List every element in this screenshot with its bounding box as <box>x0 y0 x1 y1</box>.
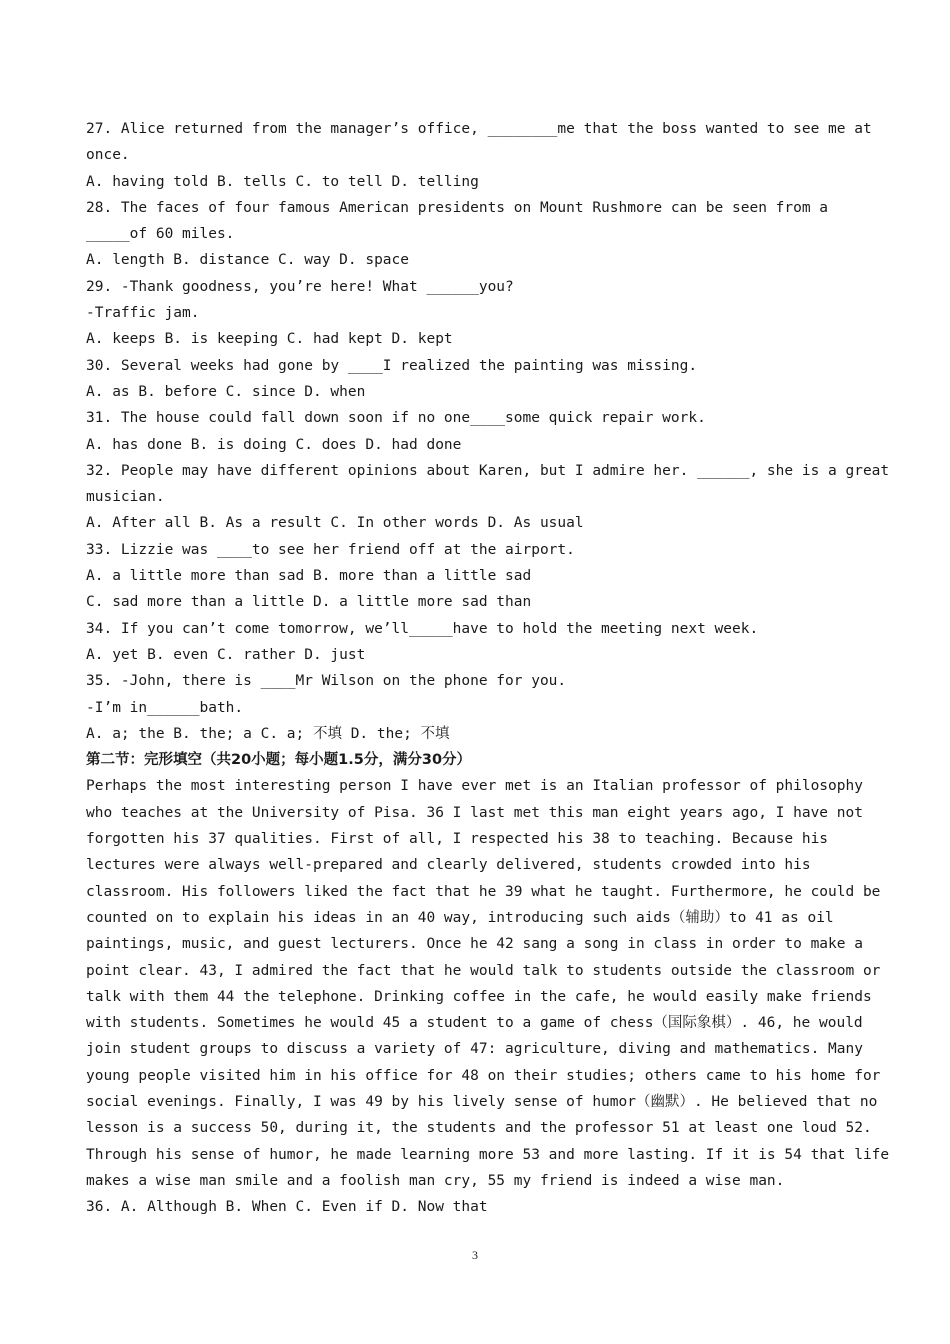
question-29-line-2: -Traffic jam. <box>86 305 200 322</box>
question-34-options: A. yet B. even C. rather D. just <box>86 646 366 663</box>
question-33: 33. Lizzie was ____to see her friend off at the airport. <box>86 541 575 558</box>
passage-line: lectures were always well-prepared and clearly delivered, students crowded into his <box>86 857 811 874</box>
page-content <box>86 116 890 1220</box>
question-32-line-2: musician. <box>86 489 165 506</box>
question-29-options: A. keeps B. is keeping C. had kept D. kept <box>86 331 453 348</box>
section-heading: 第二节：完形填空（共20小题；每小题1.5分，满分30分） <box>86 752 472 769</box>
question-30-options: A. as B. before C. since D. when <box>86 383 366 400</box>
question-33-options-ab: A. a little more than sad B. more than a little sad <box>86 568 532 585</box>
question-27-options: A. having told B. tells C. to tell D. telling <box>86 173 479 190</box>
question-32-options: A. After all B. As a result C. In other words D. As usual <box>86 515 584 532</box>
question-31-options: A. has done B. is doing C. does D. had done <box>86 436 462 453</box>
passage-line: Through his sense of humor, he made learning more 53 and more lasting. If it is 54 that life <box>86 1146 890 1163</box>
passage-line: join student groups to discuss a variety of 47: agriculture, diving and mathematics. Many <box>86 1041 863 1058</box>
question-33-options-cd: C. sad more than a little D. a little more sad than <box>86 594 532 611</box>
question-30: 30. Several weeks had gone by ____I realized the painting was missing. <box>86 357 698 374</box>
passage-line: young people visited him in his office for 48 on their studies; others came to his home for <box>86 1067 881 1084</box>
passage-line: makes a wise man smile and a foolish man cry, 55 my friend is indeed a wise man. <box>86 1172 785 1189</box>
question-35-line-2: -I’m in______bath. <box>86 699 244 716</box>
question-31: 31. The house could fall down soon if no one____some quick repair work. <box>86 410 706 427</box>
question-27-line-2: once. <box>86 147 130 164</box>
passage-line: lesson is a success 50, during it, the students and the professor 51 at least one loud 52. <box>86 1120 872 1137</box>
question-29-line-1: 29. -Thank goodness, you’re here! What ______you? <box>86 278 514 295</box>
question-36-options: 36. A. Although B. When C. Even if D. Now that <box>86 1199 488 1216</box>
passage-line: Perhaps the most interesting person I have ever met is an Italian professor of philosophy <box>86 778 863 795</box>
passage-line: who teaches at the University of Pisa. 36 I last met this man eight years ago, I have not <box>86 804 863 821</box>
passage-line: paintings, music, and guest lecturers. Once he 42 sang a song in class in order to make a <box>86 936 863 953</box>
question-27-line-1: 27. Alice returned from the manager’s office, ________me that the boss wanted to see me at <box>86 121 872 137</box>
question-28-line-2: _____of 60 miles. <box>86 226 235 243</box>
page-number: 3 <box>472 1248 478 1262</box>
question-32-line-1: 32. People may have different opinions about Karen, but I admire her. ______, she is a great <box>86 462 890 479</box>
passage-line: point clear. 43, I admired the fact that he would talk to students outside the classroom or <box>86 962 881 979</box>
passage-line: classroom. His followers liked the fact that he 39 what he taught. Furthermore, he could be <box>86 883 881 900</box>
question-35-options: A. a; the B. the; a C. a; 不填 D. the; 不填 <box>86 725 450 742</box>
question-28-line-1: 28. The faces of four famous American presidents on Mount Rushmore can be seen from a <box>86 199 829 216</box>
question-34: 34. If you can’t come tomorrow, we’ll_____have to hold the meeting next week. <box>86 620 759 637</box>
question-28-options: A. length B. distance C. way D. space <box>86 252 410 269</box>
passage-line: social evenings. Finally, I was 49 by his lively sense of humor（幽默）. He believed that no <box>86 1093 878 1110</box>
passage-line: counted on to explain his ideas in an 40 way, introducing such aids（辅助）to 41 as oil <box>86 909 834 926</box>
passage-line: talk with them 44 the telephone. Drinking coffee in the cafe, he would easily make friends <box>86 988 872 1005</box>
passage-line: with students. Sometimes he would 45 a student to a game of chess（国际象棋）. 46, he would <box>86 1015 863 1032</box>
question-35-line-1: 35. -John, there is ____Mr Wilson on the phone for you. <box>86 673 567 690</box>
passage-line: forgotten his 37 qualities. First of all, I respected his 38 to teaching. Because his <box>86 831 829 848</box>
